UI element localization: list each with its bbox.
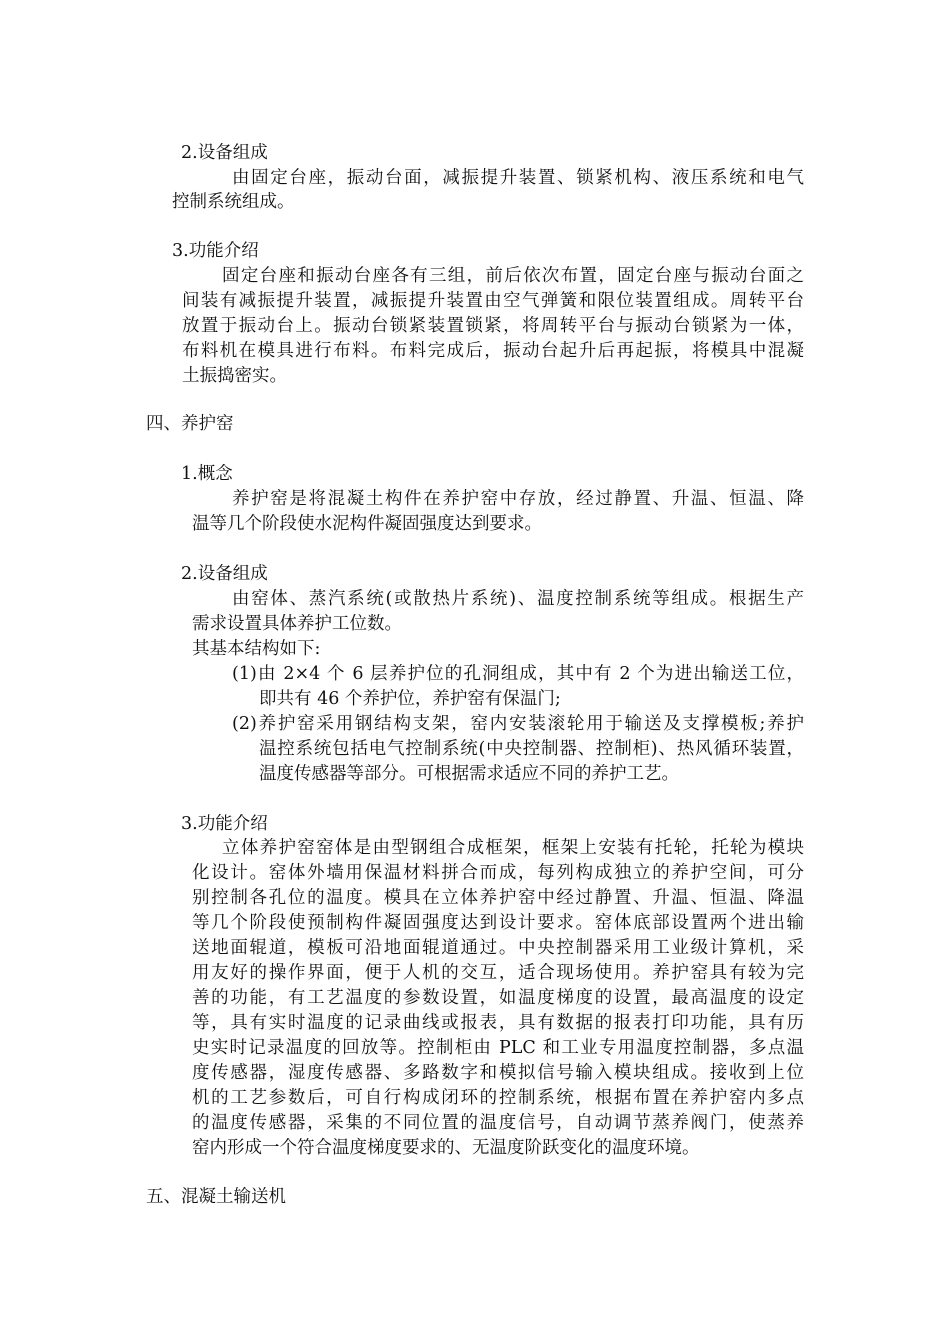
paragraph-line: 养护窑是将混凝土构件在养护窑中存放，经过静置、升温、恒温、降 xyxy=(232,489,804,509)
paragraph-line: 用友好的操作界面，便于人机的交互，适合现场使用。养护窑具有较为完 xyxy=(192,963,804,983)
paragraph-line: 别控制各孔位的温度。模具在立体养护窑中经过静置、升温、恒温、降温 xyxy=(192,888,804,908)
list-item-line: 温度传感器等部分。可根据需求适应不同的养护工艺。 xyxy=(259,764,679,784)
paragraph-line: 控制系统组成。 xyxy=(172,192,295,212)
paragraph-line: 化设计。窑体外墙用保温材料拼合而成，每列构成独立的养护空间，可分 xyxy=(192,863,804,883)
structure-intro: 其基本结构如下: xyxy=(192,639,321,659)
paragraph-line: 度传感器，湿度传感器、多路数字和模拟信号输入模块组成。接收到上位 xyxy=(192,1063,804,1083)
list-item-line: 即共有 46 个养护位，养护窑有保温门; xyxy=(259,689,561,709)
paragraph-line: 放置于振动台上。振动台锁紧装置锁紧，将周转平台与振动台锁紧为一体， xyxy=(182,316,804,336)
paragraph-line: 送地面辊道，模板可沿地面辊道通过。中央控制器采用工业级计算机，采 xyxy=(192,938,804,958)
paragraph-line: 布料机在模具进行布料。布料完成后，振动台起升后再起振，将模具中混凝 xyxy=(182,341,804,361)
paragraph-line: 等，具有实时温度的记录曲线或报表，具有数据的报表打印功能，具有历 xyxy=(192,1013,804,1033)
paragraph-line: 的温度传感器，采集的不同位置的温度信号，自动调节蒸养阀门，使蒸养 xyxy=(192,1113,804,1133)
paragraph-line: 由窑体、蒸汽系统(或散热片系统)、温度控制系统等组成。根据生产 xyxy=(232,589,804,609)
paragraph-line: 立体养护窑窑体是由型钢组合成框架，框架上安装有托轮，托轮为模块 xyxy=(222,838,804,858)
heading-concept: 1.概念 xyxy=(181,464,233,484)
heading-equipment-composition: 2.设备组成 xyxy=(181,564,268,584)
paragraph-line: 温等几个阶段使水泥构件凝固强度达到要求。 xyxy=(192,514,542,534)
list-item-line: (1)由 2×4 个 6 层养护位的孔洞组成，其中有 2 个为进出输送工位， xyxy=(232,664,804,684)
paragraph-line: 固定台座和振动台座各有三组，前后依次布置，固定台座与振动台面之 xyxy=(222,266,804,286)
paragraph-line: 善的功能，有工艺温度的参数设置，如温度梯度的设置，最高温度的设定 xyxy=(192,988,804,1008)
paragraph-line: 机的工艺参数后，可自行构成闭环的控制系统，根据布置在养护窑内多点 xyxy=(192,1088,804,1108)
paragraph-line: 由固定台座，振动台面，减振提升装置、锁紧机构、液压系统和电气 xyxy=(232,168,804,188)
paragraph-line: 史实时记录温度的回放等。控制柜由 PLC 和工业专用温度控制器，多点温 xyxy=(192,1038,804,1058)
paragraph-line: 等几个阶段使预制构件凝固强度达到设计要求。窑体底部设置两个进出输 xyxy=(192,913,804,933)
paragraph-line: 土振捣密实。 xyxy=(182,366,287,386)
paragraph-line: 间装有减振提升装置，减振提升装置由空气弹簧和限位装置组成。周转平台 xyxy=(182,291,804,311)
section-title-curing-kiln: 四、养护窑 xyxy=(146,414,234,434)
heading-function-intro: 3.功能介绍 xyxy=(181,814,268,834)
list-item-line: 温控系统包括电气控制系统(中央控制器、控制柜)、热风循环装置， xyxy=(259,739,804,759)
list-item-line: (2)养护窑采用钢结构支架，窑内安装滚轮用于输送及支撑模板;养护 xyxy=(232,714,804,734)
paragraph-line: 需求设置具体养护工位数。 xyxy=(192,614,402,634)
heading-equipment-composition: 2.设备组成 xyxy=(181,143,268,163)
section-title-concrete-conveyor: 五、混凝土输送机 xyxy=(146,1187,286,1207)
heading-function-intro: 3.功能介绍 xyxy=(172,241,259,261)
paragraph-line: 窑内形成一个符合温度梯度要求的、无温度阶跃变化的温度环境。 xyxy=(192,1138,700,1158)
